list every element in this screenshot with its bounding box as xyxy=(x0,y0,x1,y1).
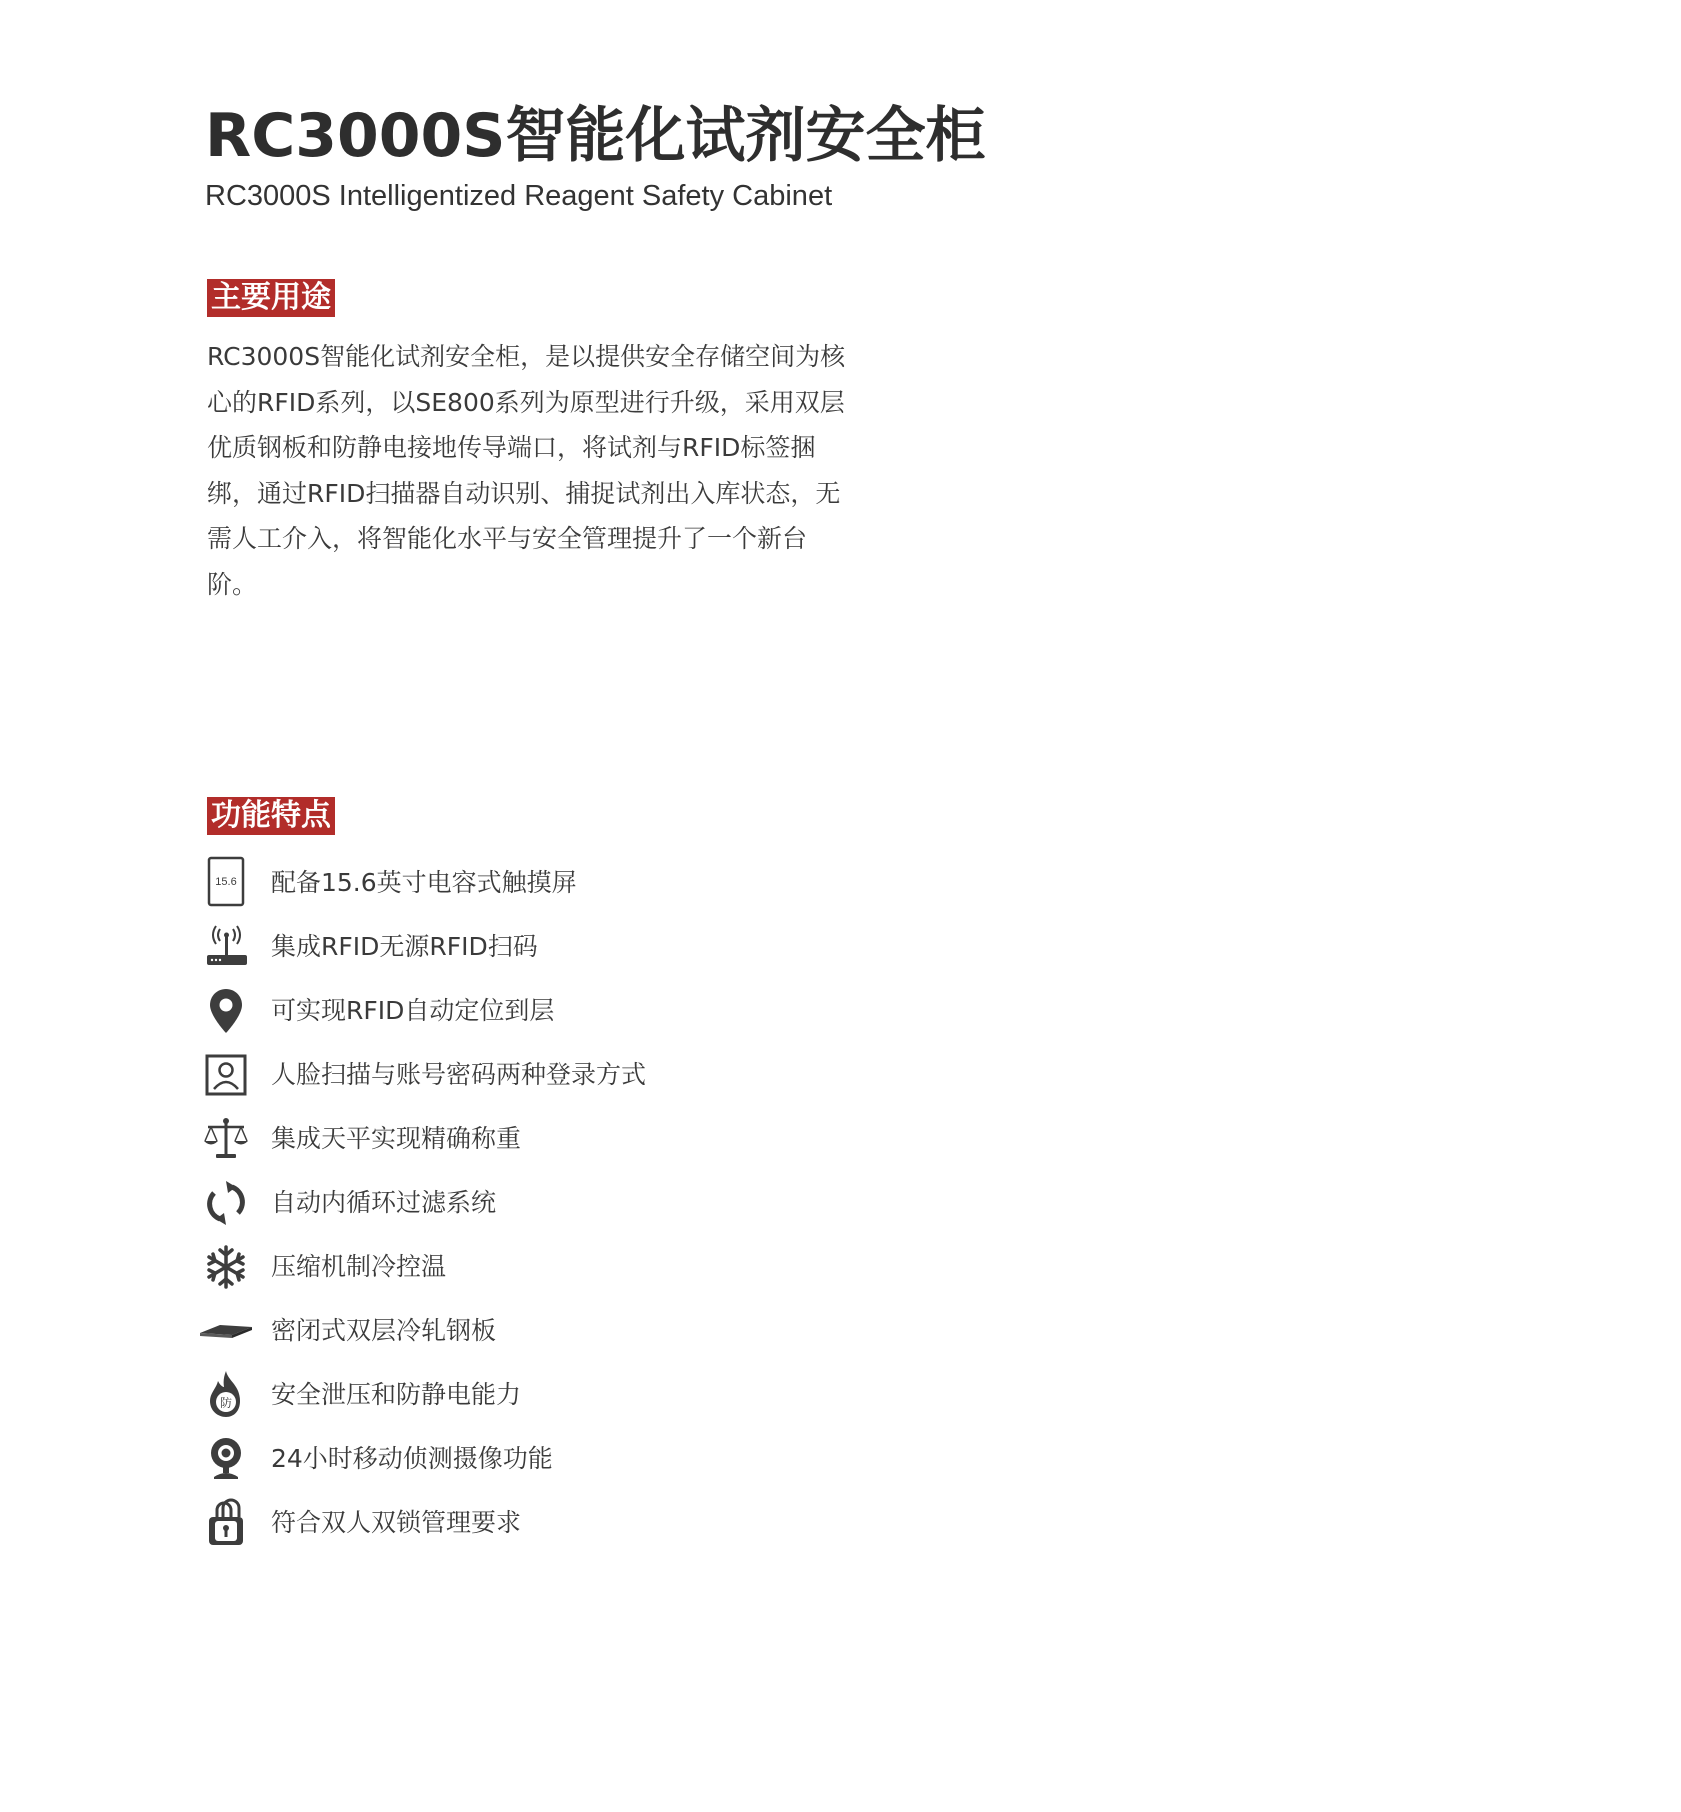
feature-label: 人脸扫描与账号密码两种登录方式 xyxy=(271,1060,647,1089)
feature-label: 压缩机制冷控温 xyxy=(271,1252,447,1281)
feature-item-dual-lock xyxy=(198,1495,1098,1559)
feature-item-location xyxy=(198,983,1098,1047)
feature-item-antistatic xyxy=(198,1367,1098,1431)
features-section-tag: 功能特点 xyxy=(207,797,335,835)
face-scan-icon xyxy=(198,1047,254,1103)
touchscreen-icon xyxy=(198,855,254,911)
page-title: RC3000S智能化试剂安全柜 xyxy=(205,101,986,171)
location-pin-icon xyxy=(198,983,254,1039)
steel-plate-icon xyxy=(198,1303,254,1359)
touchscreen-icon-text: 15.6 xyxy=(215,876,237,888)
feature-item-balance xyxy=(198,1111,1098,1175)
fire-protection-icon xyxy=(198,1367,254,1423)
circulation-icon xyxy=(198,1175,254,1231)
feature-item-camera xyxy=(198,1431,1098,1495)
snowflake-icon xyxy=(198,1239,254,1295)
usage-section-tag: 主要用途 xyxy=(207,279,335,317)
feature-label: 配备15.6英寸电容式触摸屏 xyxy=(271,868,577,897)
feature-label: 符合双人双锁管理要求 xyxy=(271,1508,522,1537)
feature-item-rfid xyxy=(198,919,1098,983)
feature-item-circulation xyxy=(198,1175,1098,1239)
dual-lock-icon xyxy=(198,1495,254,1551)
feature-label: 集成RFID无源RFID扫码 xyxy=(271,932,538,961)
balance-scale-icon xyxy=(198,1111,254,1167)
usage-description: RC3000S智能化试剂安全柜，是以提供安全存储空间为核心的RFID系列，以SE800系列为原型进行升级，采用双层优质钢板和防静电接地传导端口，将试剂与RFID标签捆绑，通过RFID扫描器自动识别、捕捉试剂出入库状态，无需人工介入，将智能化水平与安全管理提升了一个新台阶。 xyxy=(207,342,846,599)
feature-item-cooling xyxy=(198,1239,1098,1303)
page-subtitle: RC3000S Intelligentized Reagent Safety Cabinet xyxy=(205,180,833,212)
rfid-reader-icon xyxy=(198,919,254,975)
webcam-icon xyxy=(198,1431,254,1487)
feature-label: 密闭式双层冷轧钢板 xyxy=(271,1316,497,1345)
feature-item-face-scan xyxy=(198,1047,1098,1111)
feature-label: 自动内循环过滤系统 xyxy=(271,1188,497,1217)
feature-item-steel xyxy=(198,1303,1098,1367)
feature-label: 安全泄压和防静电能力 xyxy=(271,1380,522,1409)
feature-label: 集成天平实现精确称重 xyxy=(271,1124,522,1153)
feature-list xyxy=(198,855,1098,1559)
feature-label: 可实现RFID自动定位到层 xyxy=(271,996,555,1025)
fire-icon-text: 防 xyxy=(219,1396,233,1410)
feature-item-touchscreen xyxy=(198,855,1098,919)
feature-label: 24小时移动侦测摄像功能 xyxy=(271,1444,553,1473)
